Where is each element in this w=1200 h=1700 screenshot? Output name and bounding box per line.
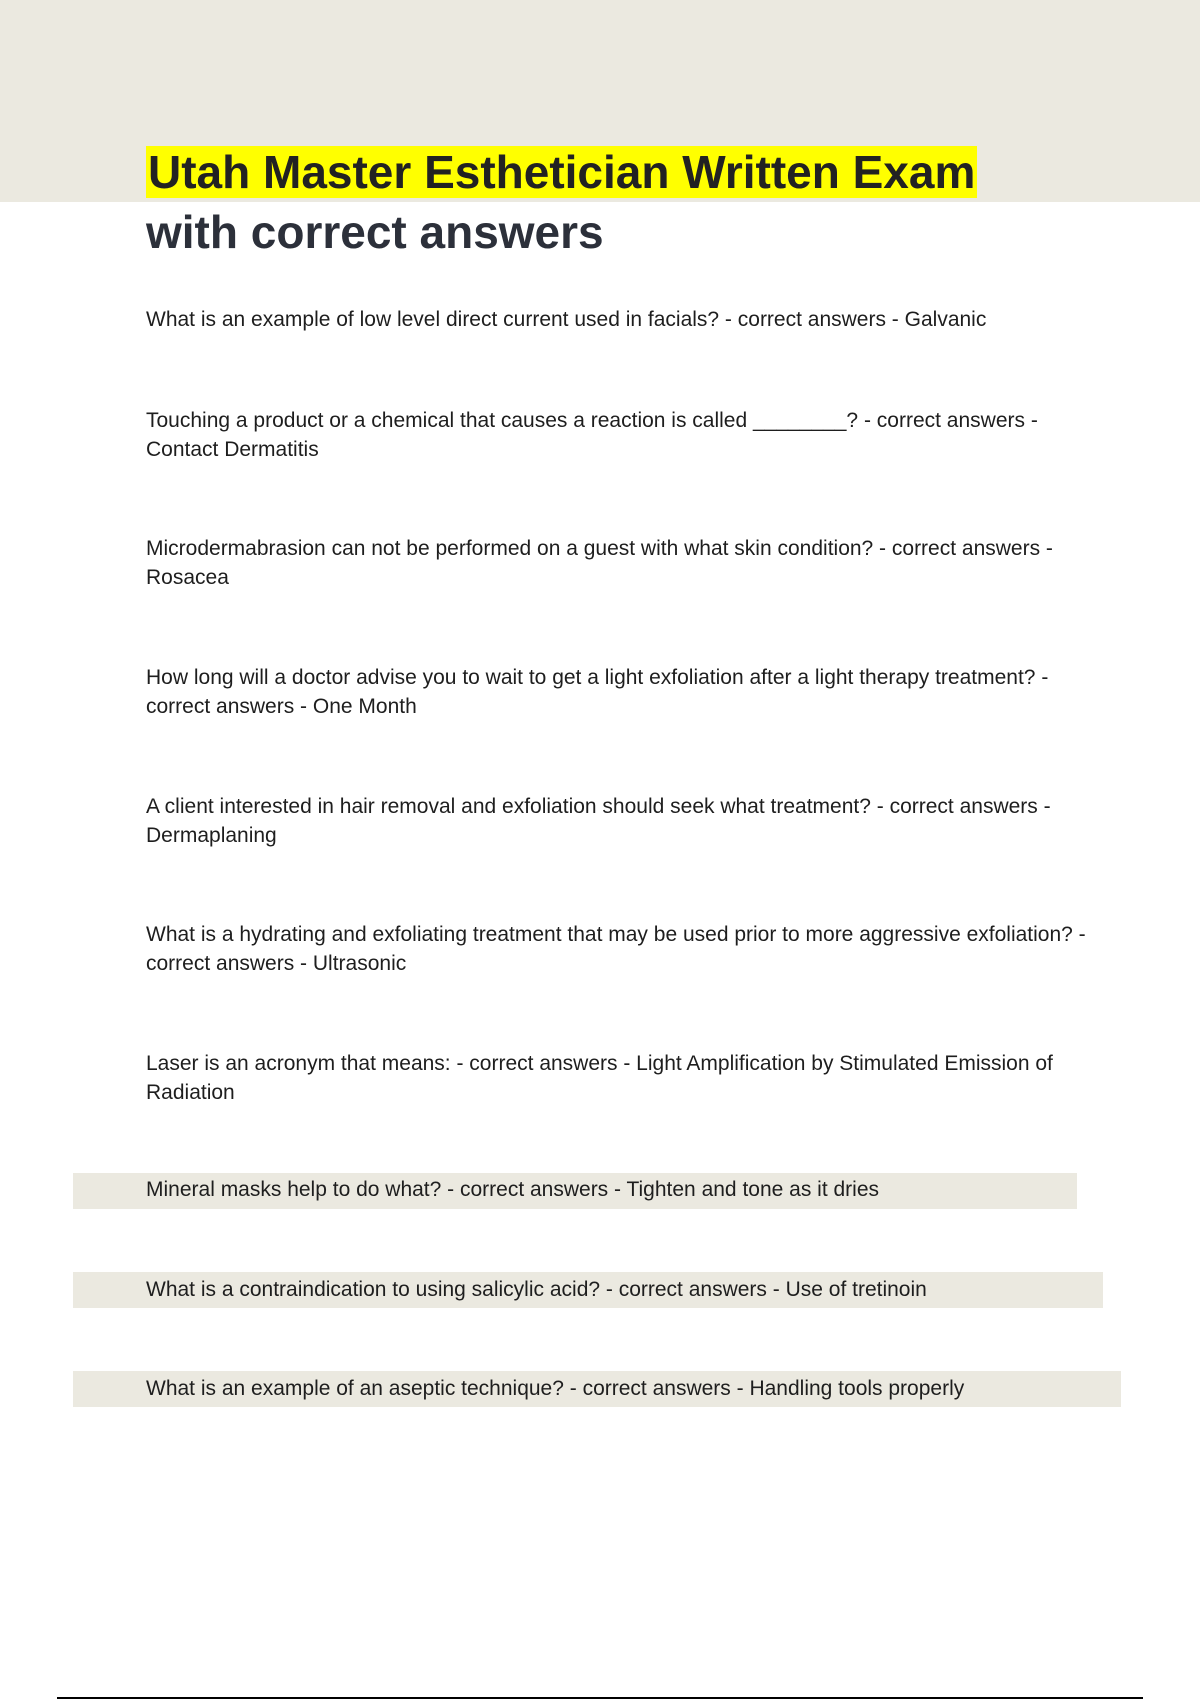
qa-item: Laser is an acronym that means: - correct answers - Light Amplification by Stimulated Emission of Radiation [146, 1052, 1053, 1104]
qa-item: Touching a product or a chemical that causes a reaction is called ________? - correct answers - Contact Dermatitis [146, 409, 1038, 461]
qa-item: What is an example of an aseptic technique? - correct answers - Handling tools properly [146, 1377, 965, 1400]
qa-item: What is an example of low level direct current used in facials? - correct answers - Galvanic [146, 308, 987, 331]
title-subtitle: with correct answers [146, 206, 604, 258]
footer-rule [57, 1697, 1143, 1699]
qa-item: How long will a doctor advise you to wait to get a light exfoliation after a light therapy treatment? - correct answers - One Month [146, 666, 1049, 718]
qa-item: Microdermabrasion can not be performed on a guest with what skin condition? - correct answers - Rosacea [146, 537, 1053, 589]
qa-item: Mineral masks help to do what? - correct answers - Tighten and tone as it dries [146, 1178, 880, 1201]
document-title [146, 142, 1156, 262]
qa-item: What is a hydrating and exfoliating treatment that may be used prior to more aggressive exfoliation? - correct answers - Ultrasonic [146, 923, 1086, 975]
qa-item: A client interested in hair removal and exfoliation should seek what treatment? - correct answers - Dermaplaning [146, 795, 1051, 847]
qa-item: What is a contraindication to using salicylic acid? - correct answers - Use of tretinoin [146, 1278, 927, 1301]
title-highlight: Utah Master Esthetician Written Exam [148, 146, 976, 198]
